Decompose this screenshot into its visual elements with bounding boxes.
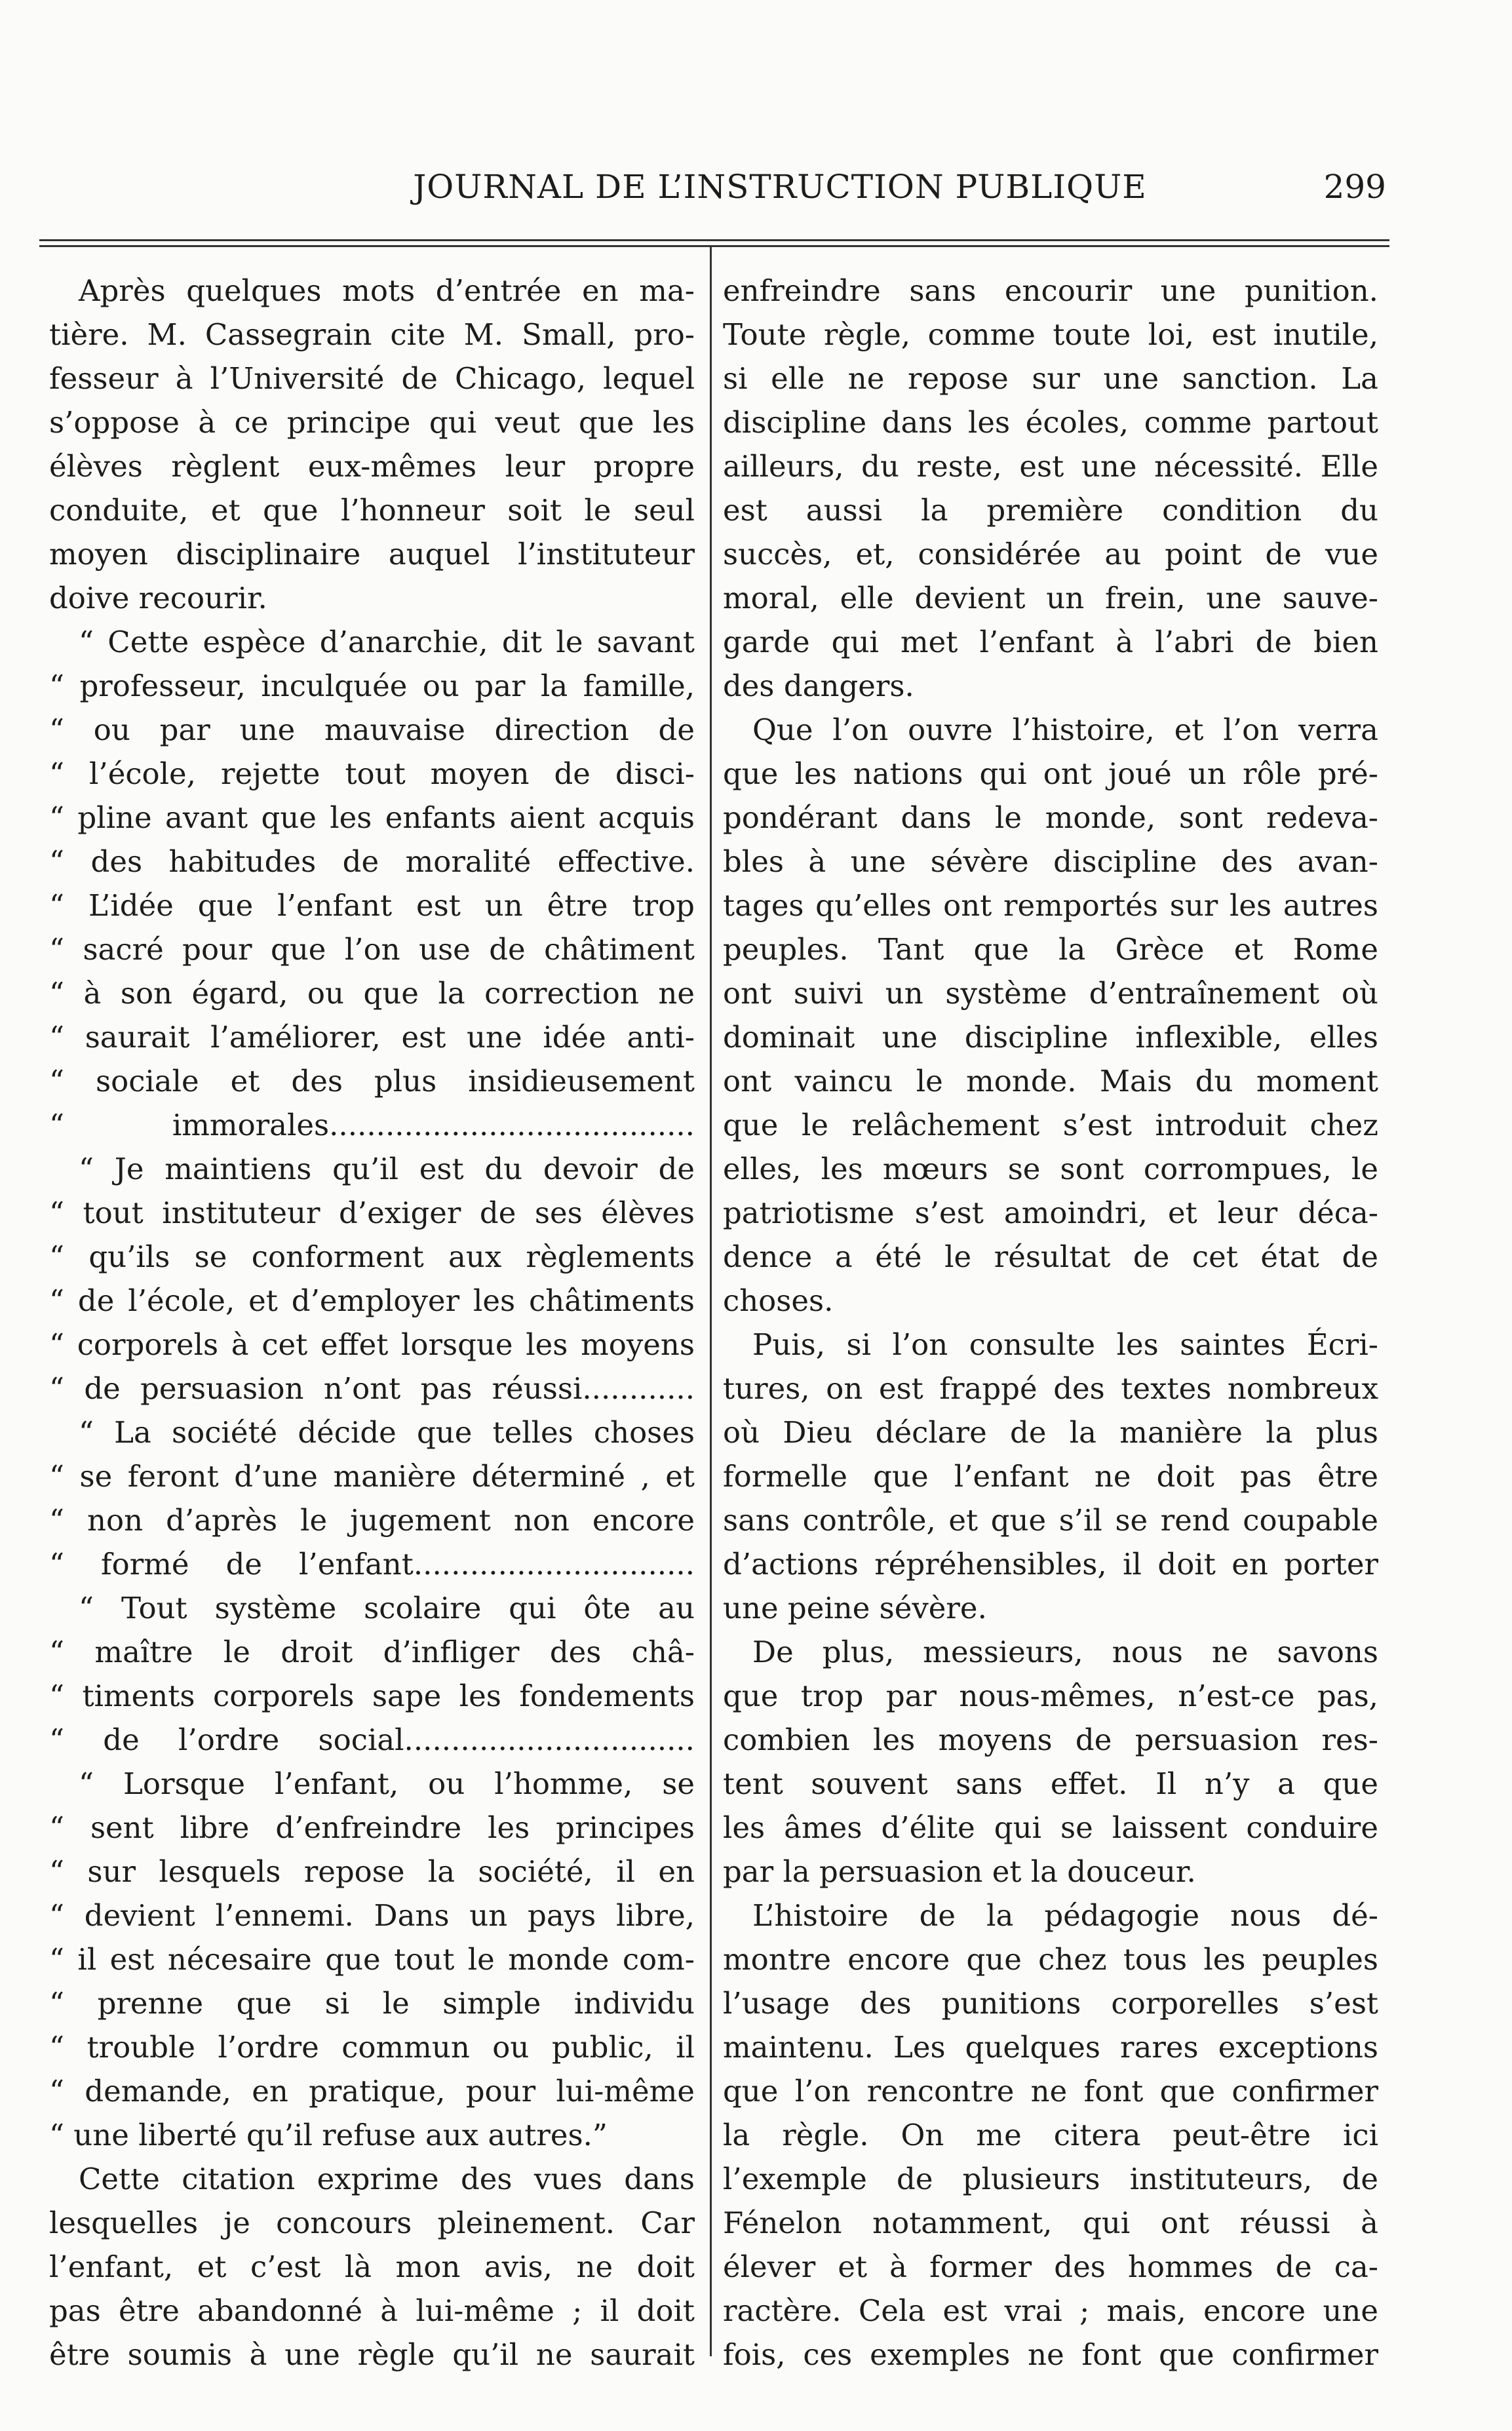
right-column bbox=[723, 269, 1378, 2372]
text-line: moral, elle devient un frein, une sauve- bbox=[723, 581, 1378, 615]
text-line: “ Lorsque l’enfant, ou l’homme, se bbox=[79, 1766, 695, 1801]
text-line: montre encore que chez tous les peuples bbox=[723, 1942, 1378, 1977]
text-line: tière. M. Cassegrain cite M. Small, pro- bbox=[49, 317, 695, 352]
column-divider bbox=[710, 246, 712, 2356]
text-line: “ sent libre d’enfreindre les principes bbox=[49, 1810, 695, 1845]
text-line: “ L’idée que l’enfant est un être trop bbox=[49, 888, 695, 923]
text-line: tages qu’elles ont remportés sur les autres bbox=[723, 888, 1378, 923]
text-line: bles à une sévère discipline des avan- bbox=[723, 844, 1378, 879]
text-line: “ il est nécesaire que tout le monde com- bbox=[49, 1942, 695, 1977]
text-line: elles, les mœurs se sont corrompues, le bbox=[723, 1152, 1378, 1186]
text-line: patriotisme s’est amoindri, et leur déca- bbox=[723, 1196, 1378, 1230]
text-line: “ non d’après le jugement non encore bbox=[49, 1503, 695, 1538]
text-line: “ sacré pour que l’on use de châtiment bbox=[49, 932, 695, 967]
text-line: est aussi la première condition du bbox=[723, 493, 1378, 528]
text-line: L’histoire de la pédagogie nous dé- bbox=[752, 1898, 1378, 1933]
text-line: conduite, et que l’honneur soit le seul bbox=[49, 493, 695, 528]
text-line: dominait une discipline inflexible, elles bbox=[723, 1020, 1378, 1055]
text-line: une peine sévère. bbox=[723, 1591, 987, 1625]
text-line: Puis, si l’on consulte les saintes Écri- bbox=[752, 1327, 1378, 1362]
text-line: par la persuasion et la douceur. bbox=[723, 1854, 1196, 1889]
text-line: Que l’on ouvre l’histoire, et l’on verra bbox=[752, 712, 1378, 747]
text-line: pas être abandonné à lui-même ; il doit bbox=[49, 2293, 695, 2328]
text-line: d’actions répréhensibles, il doit en porter bbox=[723, 1547, 1378, 1582]
text-line: élever et à former des hommes de ca- bbox=[723, 2249, 1378, 2284]
text-line: lesquelles je concours pleinement. Car bbox=[49, 2206, 695, 2240]
text-line: succès, et, considérée au point de vue bbox=[723, 537, 1378, 572]
text-line: peuples. Tant que la Grèce et Rome bbox=[723, 932, 1378, 967]
text-line: “ à son égard, ou que la correction ne bbox=[49, 976, 695, 1011]
text-line: dence a été le résultat de cet état de bbox=[723, 1239, 1378, 1274]
text-line: “ professeur, inculquée ou par la famille, bbox=[49, 669, 695, 703]
text-line: “ sociale et des plus insidieusement bbox=[49, 1064, 695, 1099]
text-line: garde qui met l’enfant à l’abri de bien bbox=[723, 625, 1378, 659]
text-line: “ se feront d’une manière déterminé , et bbox=[49, 1459, 695, 1494]
text-line: que l’on rencontre ne font que confirmer bbox=[723, 2074, 1378, 2109]
text-line: que les nations qui ont joué un rôle pré- bbox=[723, 756, 1378, 791]
text-line: “ de l’ordre social............................... bbox=[49, 1722, 695, 1757]
text-line: “ de l’école, et d’employer les châtiments bbox=[49, 1283, 695, 1318]
text-line: “ tout instituteur d’exiger de ses élèves bbox=[49, 1196, 695, 1230]
text-line: “ des habitudes de moralité effective. bbox=[49, 844, 695, 879]
text-line: Toute règle, comme toute loi, est inutile, bbox=[723, 317, 1378, 352]
text-line: s’oppose à ce principe qui veut que les bbox=[49, 405, 695, 440]
text-line: “ Je maintiens qu’il est du devoir de bbox=[79, 1152, 695, 1186]
text-line: ont vaincu le monde. Mais du moment bbox=[723, 1064, 1378, 1099]
text-line: moyen disciplinaire auquel l’instituteur bbox=[49, 537, 695, 572]
text-line: “ ou par une mauvaise direction de bbox=[49, 712, 695, 747]
text-line: “ La société décide que telles choses bbox=[79, 1415, 695, 1450]
text-line: “ trouble l’ordre commun ou public, il bbox=[49, 2030, 695, 2065]
text-line: “ une liberté qu’il refuse aux autres.” bbox=[49, 2118, 608, 2152]
text-line: “ prenne que si le simple individu bbox=[49, 1986, 695, 2021]
text-line: être soumis à une règle qu’il ne saurait bbox=[49, 2337, 695, 2372]
text-line: élèves règlent eux-mêmes leur propre bbox=[49, 449, 695, 484]
text-line: discipline dans les écoles, comme partout bbox=[723, 405, 1378, 440]
text-line: que le relâchement s’est introduit chez bbox=[723, 1108, 1378, 1142]
text-line: l’exemple de plusieurs instituteurs, de bbox=[723, 2162, 1378, 2196]
text-line: Cette citation exprime des vues dans bbox=[79, 2162, 695, 2196]
text-line: “ Cette espèce d’anarchie, dit le savant bbox=[79, 625, 695, 659]
text-line: Après quelques mots d’entrée en ma- bbox=[79, 273, 695, 308]
text-line: la règle. On me citera peut-être ici bbox=[723, 2118, 1378, 2152]
page-number: 299 bbox=[1323, 168, 1386, 206]
page-header bbox=[315, 164, 1393, 210]
text-line: “ corporels à cet effet lorsque les moyens bbox=[49, 1327, 695, 1362]
text-line: sans contrôle, et que s’il se rend coupable bbox=[723, 1503, 1378, 1538]
text-line: choses. bbox=[723, 1283, 834, 1318]
text-line: “ formé de l’enfant.............................. bbox=[49, 1547, 695, 1582]
text-line: fesseur à l’Université de Chicago, lequel bbox=[49, 361, 695, 396]
header-rule-bottom bbox=[39, 245, 1389, 247]
text-line: l’usage des punitions corporelles s’est bbox=[723, 1986, 1378, 2021]
text-line: l’enfant, et c’est là mon avis, ne doit bbox=[49, 2249, 695, 2284]
text-line: enfreindre sans encourir une punition. bbox=[723, 273, 1378, 308]
text-line: “ maître le droit d’infliger des châ- bbox=[49, 1635, 695, 1669]
text-line: “ Tout système scolaire qui ôte au bbox=[79, 1591, 695, 1625]
text-line: formelle que l’enfant ne doit pas être bbox=[723, 1459, 1378, 1494]
text-line: “ devient l’ennemi. Dans un pays libre, bbox=[49, 1898, 695, 1933]
text-line: “ qu’ils se conforment aux règlements bbox=[49, 1239, 695, 1274]
text-line: pondérant dans le monde, sont redeva- bbox=[723, 800, 1378, 835]
text-line: que trop par nous-mêmes, n’est-ce pas, bbox=[723, 1679, 1378, 1713]
text-line: ailleurs, du reste, est une nécessité. Elle bbox=[723, 449, 1378, 484]
text-line: combien les moyens de persuasion res- bbox=[723, 1722, 1378, 1757]
text-line: des dangers. bbox=[723, 669, 914, 703]
text-line: Fénelon notamment, qui ont réussi à bbox=[723, 2206, 1378, 2240]
text-line: ont suivi un système d’entraînement où bbox=[723, 976, 1378, 1011]
text-line: “ l’école, rejette tout moyen de disci- bbox=[49, 756, 695, 791]
running-title: JOURNAL DE L’INSTRUCTION PUBLIQUE bbox=[413, 168, 1147, 206]
text-line: où Dieu déclare de la manière la plus bbox=[723, 1415, 1378, 1450]
text-line: fois, ces exemples ne font que confirmer bbox=[723, 2337, 1378, 2372]
text-line: “ sur lesquels repose la société, il en bbox=[49, 1854, 695, 1889]
text-line: “ timents corporels sape les fondements bbox=[49, 1679, 695, 1713]
text-line: maintenu. Les quelques rares exceptions bbox=[723, 2030, 1378, 2065]
text-line: ractère. Cela est vrai ; mais, encore une bbox=[723, 2293, 1378, 2328]
text-line: “ immorales....................................... bbox=[49, 1108, 695, 1142]
text-line: “ saurait l’améliorer, est une idée anti- bbox=[49, 1020, 695, 1055]
text-line: “ pline avant que les enfants aient acquis bbox=[49, 800, 695, 835]
text-line: doive recourir. bbox=[49, 581, 267, 615]
header-rule-top bbox=[39, 239, 1389, 241]
left-column bbox=[49, 269, 695, 2372]
text-line: “ de persuasion n’ont pas réussi............ bbox=[49, 1371, 695, 1406]
text-line: tures, on est frappé des textes nombreux bbox=[723, 1371, 1378, 1406]
text-line: les âmes d’élite qui se laissent conduire bbox=[723, 1810, 1378, 1845]
text-line: si elle ne repose sur une sanction. La bbox=[723, 361, 1378, 396]
text-line: tent souvent sans effet. Il n’y a que bbox=[723, 1766, 1378, 1801]
text-line: De plus, messieurs, nous ne savons bbox=[752, 1635, 1378, 1669]
text-line: “ demande, en pratique, pour lui-même bbox=[49, 2074, 695, 2109]
